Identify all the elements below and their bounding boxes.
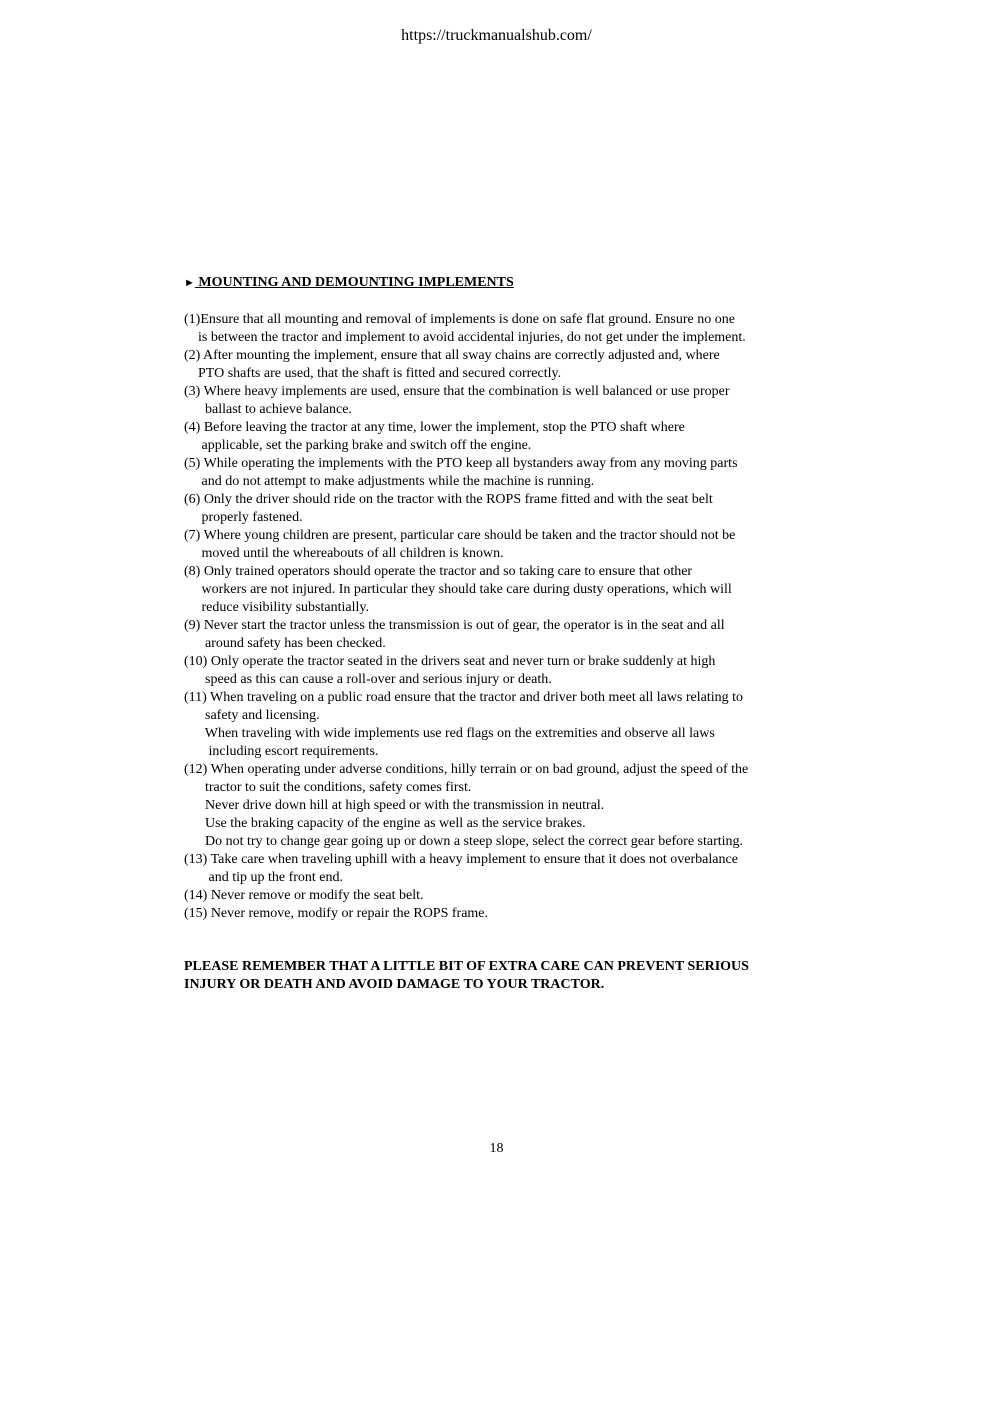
instruction-line: safety and licensing.	[184, 708, 320, 723]
instruction-line: ballast to achieve balance.	[184, 402, 352, 417]
page-number: 18	[489, 1141, 504, 1156]
instruction-line: (13) Take care when traveling uphill with a heavy implement to ensure that it does not overbalance	[184, 852, 738, 867]
instruction-line: When traveling with wide implements use red flags on the extremities and observe all laws	[184, 726, 715, 741]
section-heading	[184, 274, 824, 292]
instruction-list	[184, 311, 824, 923]
section-title: MOUNTING AND DEMOUNTING IMPLEMENTS	[198, 275, 514, 290]
instruction-line: reduce visibility substantially.	[184, 600, 369, 615]
instruction-line: Use the braking capacity of the engine as well as the service brakes.	[184, 816, 586, 831]
instruction-line: speed as this can cause a roll-over and serious injury or death.	[184, 672, 552, 687]
instruction-line: around safety has been checked.	[184, 636, 386, 651]
instruction-line: and tip up the front end.	[184, 870, 344, 885]
instruction-line: (3) Where heavy implements are used, ensure that the combination is well balanced or use proper	[184, 384, 730, 399]
instruction-line: (1)Ensure that all mounting and removal of implements is done on safe flat ground. Ensure no one	[184, 312, 735, 327]
instruction-line: applicable, set the parking brake and switch off the engine.	[184, 438, 532, 453]
instruction-line: (7) Where young children are present, particular care should be taken and the tractor should not be	[184, 528, 736, 543]
main-content	[184, 274, 824, 923]
instruction-line: (14) Never remove or modify the seat belt.	[184, 888, 424, 903]
instruction-line: including escort requirements.	[184, 744, 379, 759]
arrow-right-icon: ►	[184, 277, 195, 289]
instruction-line: properly fastened.	[184, 510, 303, 525]
instruction-line: is between the tractor and implement to avoid accidental injuries, do not get under the implement.	[184, 330, 746, 345]
safety-notice	[184, 958, 824, 994]
instruction-line: (15) Never remove, modify or repair the ROPS frame.	[184, 906, 489, 921]
instruction-line: moved until the whereabouts of all children is known.	[184, 546, 504, 561]
notice-line: INJURY OR DEATH AND AVOID DAMAGE TO YOUR TRACTOR.	[184, 977, 605, 992]
instruction-line: tractor to suit the conditions, safety comes first.	[184, 780, 472, 795]
instruction-line: (6) Only the driver should ride on the tractor with the ROPS frame fitted and with the seat belt	[184, 492, 713, 507]
instruction-line: Never drive down hill at high speed or with the transmission in neutral.	[184, 798, 605, 813]
instruction-line: workers are not injured. In particular they should take care during dusty operations, which will	[184, 582, 732, 597]
instruction-line: (10) Only operate the tractor seated in the drivers seat and never turn or brake suddenly at high	[184, 654, 716, 669]
notice-line: PLEASE REMEMBER THAT A LITTLE BIT OF EXTRA CARE CAN PREVENT SERIOUS	[184, 959, 749, 974]
instruction-line: (8) Only trained operators should operate the tractor and so taking care to ensure that other	[184, 564, 693, 579]
instruction-line: (2) After mounting the implement, ensure that all sway chains are correctly adjusted and, where	[184, 348, 720, 363]
instruction-line: (11) When traveling on a public road ensure that the tractor and driver both meet all laws relating to	[184, 690, 744, 705]
source-url: https://truckmanualshub.com/	[401, 27, 592, 44]
instruction-line: Do not try to change gear going up or down a steep slope, select the correct gear before starting.	[184, 834, 744, 849]
instruction-line: and do not attempt to make adjustments while the machine is running.	[184, 474, 595, 489]
instruction-line: PTO shafts are used, that the shaft is fitted and secured correctly.	[184, 366, 562, 381]
instruction-line: (12) When operating under adverse conditions, hilly terrain or on bad ground, adjust the speed of the	[184, 762, 749, 777]
instruction-line: (9) Never start the tractor unless the transmission is out of gear, the operator is in the seat and all	[184, 618, 725, 633]
instruction-line: (5) While operating the implements with the PTO keep all bystanders away from any moving parts	[184, 456, 738, 471]
instruction-line: (4) Before leaving the tractor at any time, lower the implement, stop the PTO shaft where	[184, 420, 685, 435]
